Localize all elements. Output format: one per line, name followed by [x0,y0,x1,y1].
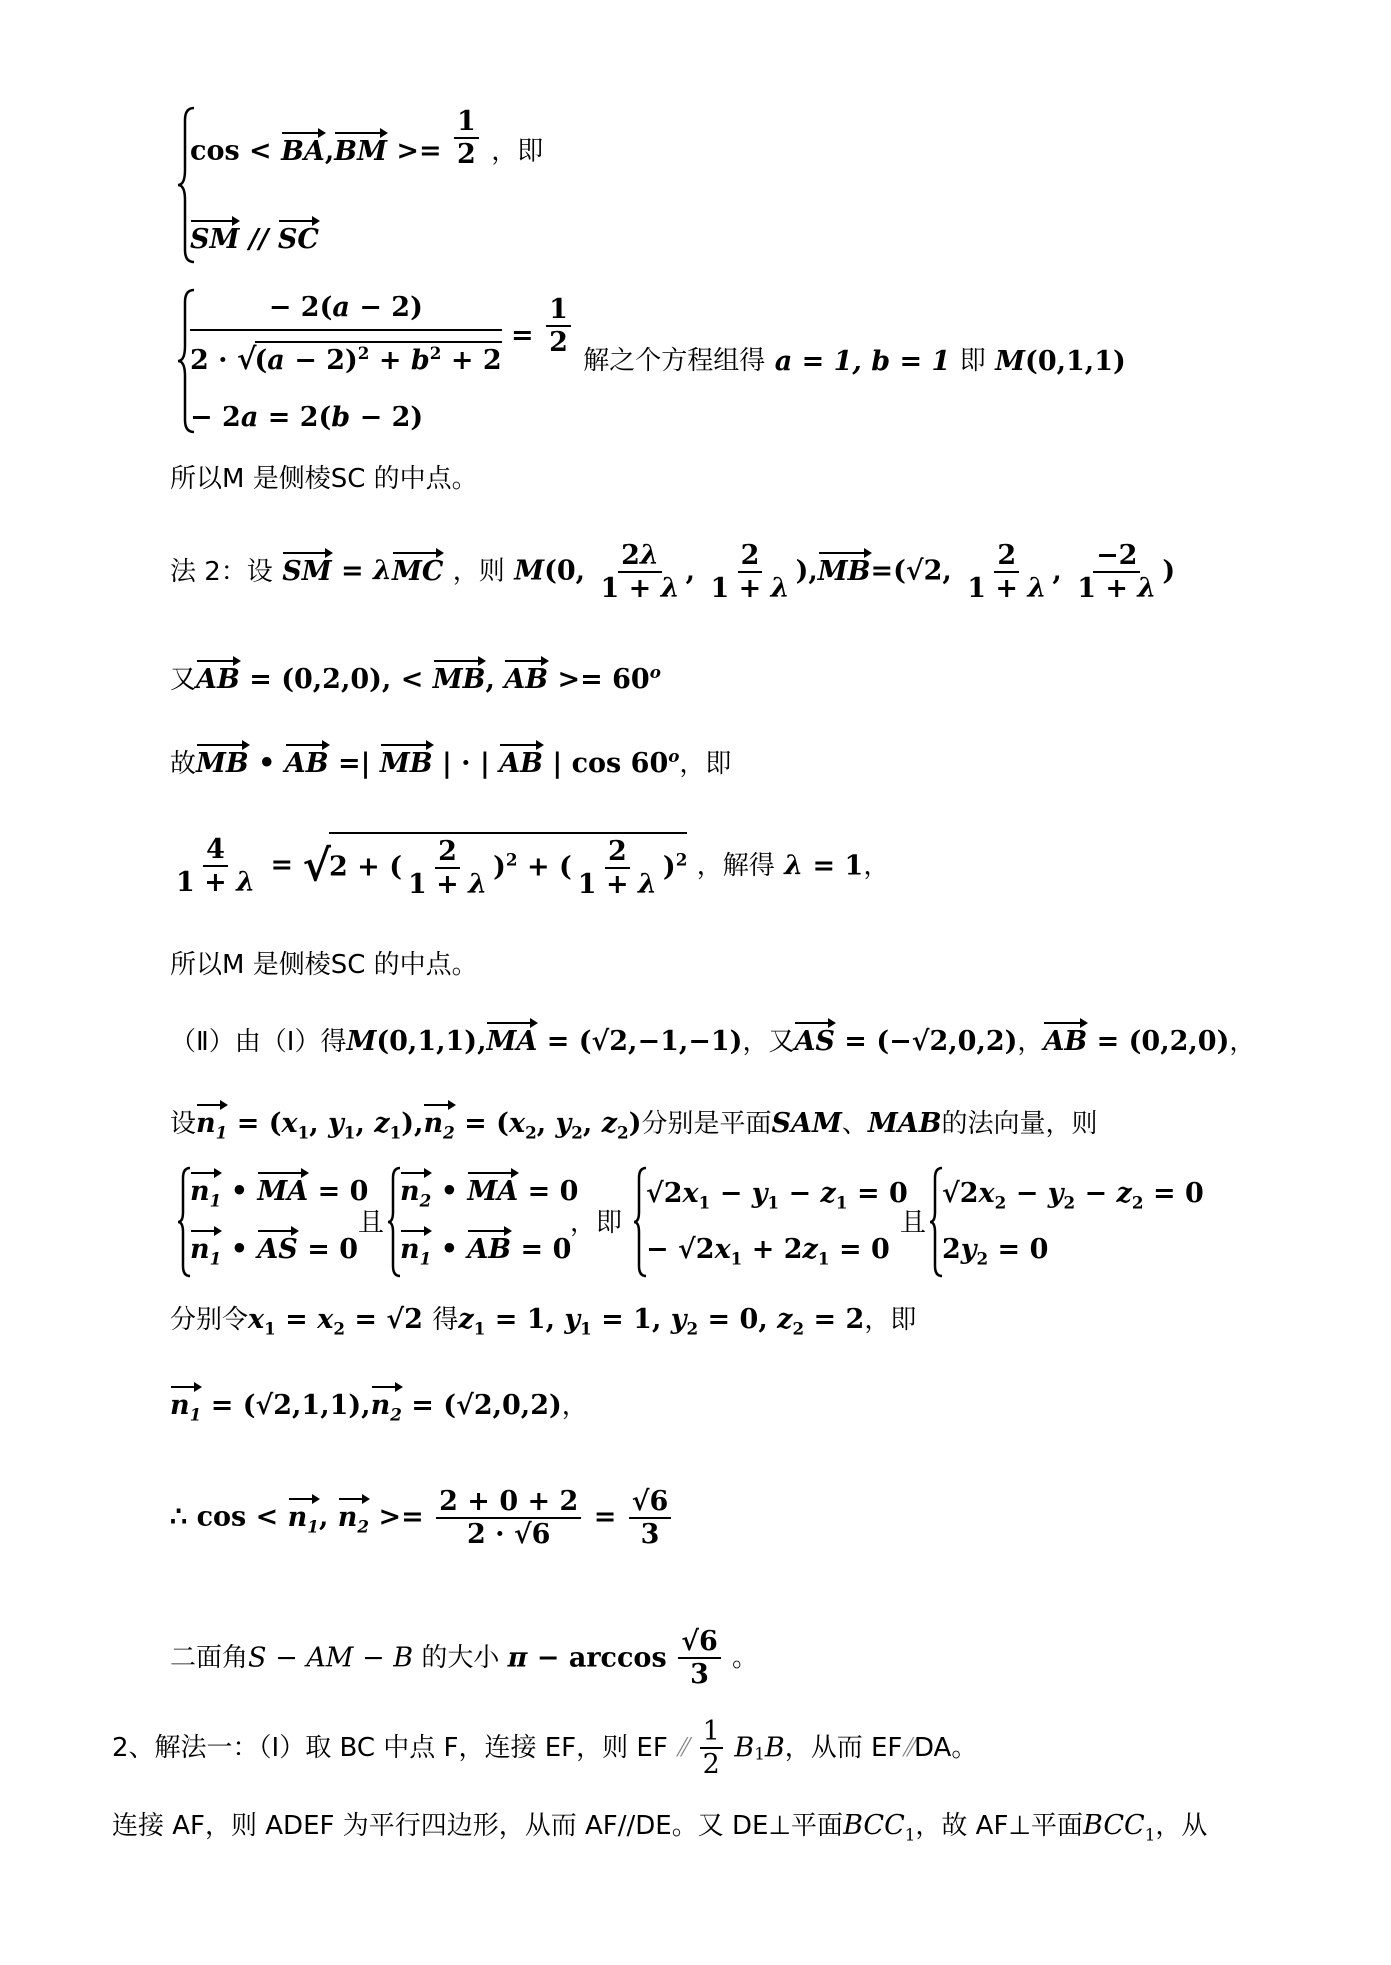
system-n1-row1: $n_1$ • MA = 0 [190,1176,369,1211]
ab-vector-line: 又AB = (0,2,0), < MB, AB >= $60^o$ [170,662,661,695]
conclusion-midpoint-2: 所以M 是侧棱SC 的中点。 [170,950,478,980]
system-n2-row2: $n_1$ • AB = 0 [400,1234,572,1269]
system3-row2: − $√2x_1 + 2z_1 = 0$ [646,1234,890,1269]
system-n2-row1: $n_2$ • MA = 0 [400,1176,579,1211]
fraction-one-half: $\frac{1}{2}$ [454,106,479,170]
equation-a-b-relation: − 2a = 2(b − 2) [190,402,424,433]
system3-row1: $√2x_1 - y_1 - z_1 = 0$ [646,1178,908,1213]
conclusion-midpoint-1: 所以M 是侧棱SC 的中点。 [170,464,478,494]
and-label-2: 且 [900,1208,927,1238]
and-label: 且 [358,1208,385,1238]
method-two-line: 法 2：设 SM = λMC ，则 M(0, $\frac{2\lambda}{1 + \lambda}$ , $\frac{2}{1 + \lambda}$ ),MB=(√2, $\frac{2}{1 + \lambda}$ , $\frac{-2}{1 + \lambda}$ ) [170,540,1176,605]
vector-bm: BM [334,135,387,167]
system4-row2: $2y_2 = 0$ [942,1234,1049,1269]
cos-result-line: ∴ $\cos < n_1$, $n_2$ >= $\frac{2 + 0 + 2}{2 \cdot √6}$ = $\frac{√6}{3}$ [170,1486,674,1550]
lambda-equation-line: $\frac{4}{1 + \lambda}$ = √2 + ( $\frac{2}{1 + \lambda}$ )$^2$ + ( $\frac{2}{1 + \lambda}$ )$^2$ ，解得 λ = 1， [176,834,890,901]
vector-sc: SC [277,224,319,255]
equation-sm-parallel-sc: SM // SC [190,224,319,255]
normal-vector-intro: 设$n_1 = (x_1$, $y_1$, $z_1),n_2 = (x_2$, $y_2$, $z_2$)分别是平面SAM、MAB的法向量，则 [170,1108,1098,1143]
cos-label: cos < [190,135,282,167]
dihedral-line: 二面角S − AM − B 的大小 π − arccos $\frac{√6}{3}$ 。 [170,1626,759,1691]
normal-values-line: $n_1 = (√2,1,1),n_2 = (√2,0,2)$， [170,1390,588,1425]
vector-sm: SM [190,224,240,255]
question-two-line-1: 2、解法一：（Ⅰ）取 BC 中点 F，连接 EF，则 EF ⫽ $\frac{1}{2}$ $B_1B$，从而 EF⫽DA。 [112,1716,978,1781]
set-values-line: 分别令$x_1 = x_2 = √2$ 得$z_1 = 1$, $y_1 = 1$, $y_2 = 0$, $z_2 = 2$，即 [170,1304,917,1339]
system-n1-row2: $n_1$ • AS = 0 [190,1234,359,1269]
vector-mc: MC [391,555,444,587]
part-two-line: （Ⅱ）由（Ⅰ）得M(0,1,1),MA = (√2,−1,−1)，又AS = (−√2,0,2)，AB = (0,2,0)， [170,1026,1256,1057]
ie-label: ，即 [570,1208,623,1238]
dot-product-line: 故MB • AB =| MB | · | AB | cos 60$^o$，即 [170,746,732,779]
equation-cos-fraction: $\frac{- 2(a - 2)}{2 \cdot √(a - 2)^2 + b^2 + 2}$ = $\frac{1}{2}$ 解之个方程组得 a = 1, b = 1 即 M(0,1,1) [190,292,1126,377]
vector-mb: MB [817,555,871,587]
vector-ba: BA [281,135,325,167]
equation-cos-ba-bm: cos < BA,BM >= $\frac{1}{2}$ ，即 [190,106,544,171]
vector-sm: SM [282,555,332,587]
question-two-line-2: 连接 AF，则 ADEF 为平行四边形，从而 AF//DE。又 DE⊥平面$BCC_1$，故 AF⊥平面$BCC_1$，从 [112,1810,1208,1845]
system4-row1: $√2x_2 - y_2 - z_2 = 0$ [942,1178,1204,1213]
